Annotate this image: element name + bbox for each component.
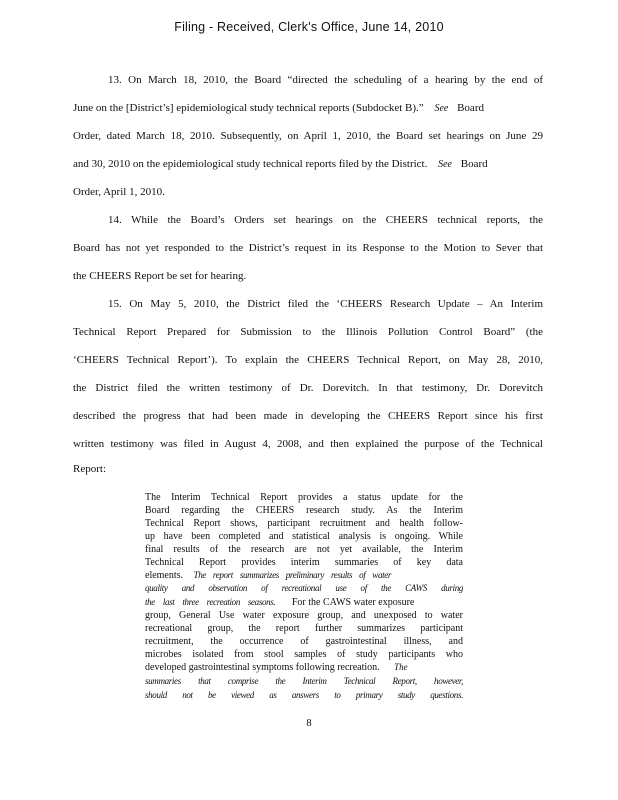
quote-line12: recruitment, the occurrence of gastrointestinal illness, and bbox=[145, 636, 463, 647]
para13-see-1: See bbox=[434, 103, 449, 114]
para14-line2: Board has not yet responded to the District’s request in its Response to the Motion to Sever that bbox=[73, 242, 543, 254]
para15-line5: described the progress that had been made in developing the CHEERS Report since his first bbox=[73, 410, 543, 422]
quote-line11: recreational group, the report further summarizes participant bbox=[145, 623, 463, 634]
para13-line4-text: and 30, 2010 on the epidemiological study technical reports filed by the District. bbox=[73, 158, 428, 170]
para13-board-1: Board bbox=[457, 102, 484, 114]
quote-line3: Technical Report shows, participant recruitment and health follow- bbox=[145, 518, 463, 529]
quote-line7 bbox=[145, 570, 391, 581]
quote-line13: microbes isolated from stool samples of study participants who bbox=[145, 649, 463, 660]
para13-line4 bbox=[73, 158, 488, 170]
quote-line9 bbox=[145, 597, 414, 608]
page-number: 8 bbox=[306, 718, 312, 729]
quote-line16: should not be viewed as answers to primary study questions. bbox=[145, 690, 463, 700]
quote-line14-text: developed gastrointestinal symptoms following recreation. bbox=[145, 662, 380, 673]
para15-line4: the District filed the written testimony of Dr. Dorevitch. In that testimony, Dr. Dorevitch bbox=[73, 382, 543, 394]
quote-line7-italic: The report summarizes preliminary results of water bbox=[193, 570, 392, 580]
para13-line3: Order, dated March 18, 2010. Subsequently, on April 1, 2010, the Board set hearings on June 29 bbox=[73, 130, 543, 142]
para13-line1: 13. On March 18, 2010, the Board “directed the scheduling of a hearing by the end of bbox=[108, 74, 543, 86]
quote-line5: final results of the research are not yet available, the Interim bbox=[145, 544, 463, 555]
quote-line6: Technical Report provides interim summaries of key data bbox=[145, 557, 463, 568]
quote-line15: summaries that comprise the Interim Technical Report, however, bbox=[145, 676, 463, 686]
para13-board-2: Board bbox=[460, 158, 488, 170]
quote-line2: Board regarding the CHEERS research study. As the Interim bbox=[145, 505, 463, 516]
quote-line14 bbox=[145, 662, 408, 673]
quote-line14-italic: The bbox=[394, 662, 408, 672]
para13-line2-text: June on the [District’s] epidemiological study technical reports (Subdocket B).” bbox=[73, 102, 424, 114]
para15-line1: 15. On May 5, 2010, the District filed the ‘CHEERS Research Update – An Interim bbox=[108, 298, 543, 310]
quote-line1: The Interim Technical Report provides a status update for the bbox=[145, 492, 463, 503]
para13-line2 bbox=[73, 102, 484, 114]
para14-line3: the CHEERS Report be set for hearing. bbox=[73, 270, 247, 282]
para15-line3: ‘CHEERS Technical Report’). To explain the CHEERS Technical Report, on May 28, 2010, bbox=[73, 354, 543, 366]
quote-line4: up have been completed and statistical analysis is ongoing. While bbox=[145, 531, 463, 542]
para15-line6: written testimony was filed in August 4, 2008, and then explained the purpose of the Technical bbox=[73, 438, 543, 450]
para13-see-2: See bbox=[438, 159, 452, 170]
quote-line9-italic: the last three recreation seasons. bbox=[145, 597, 276, 607]
para15-line7: Report: bbox=[73, 463, 106, 475]
filing-header: Filing - Received, Clerk's Office, June 14, 2010 bbox=[174, 20, 444, 34]
quote-line9-text: For the CAWS water exposure bbox=[291, 597, 415, 608]
quote-line10: group, General Use water exposure group, and unexposed to water bbox=[145, 610, 463, 621]
quote-line8: quality and observation of recreational use of the CAWS during bbox=[145, 583, 463, 593]
quote-line7-text: elements. bbox=[145, 570, 184, 581]
para14-line1: 14. While the Board’s Orders set hearings on the CHEERS technical reports, the bbox=[108, 214, 543, 226]
para13-line5: Order, April 1, 2010. bbox=[73, 186, 165, 198]
para15-line2: Technical Report Prepared for Submission to the Illinois Pollution Control Board” (the bbox=[73, 326, 543, 338]
